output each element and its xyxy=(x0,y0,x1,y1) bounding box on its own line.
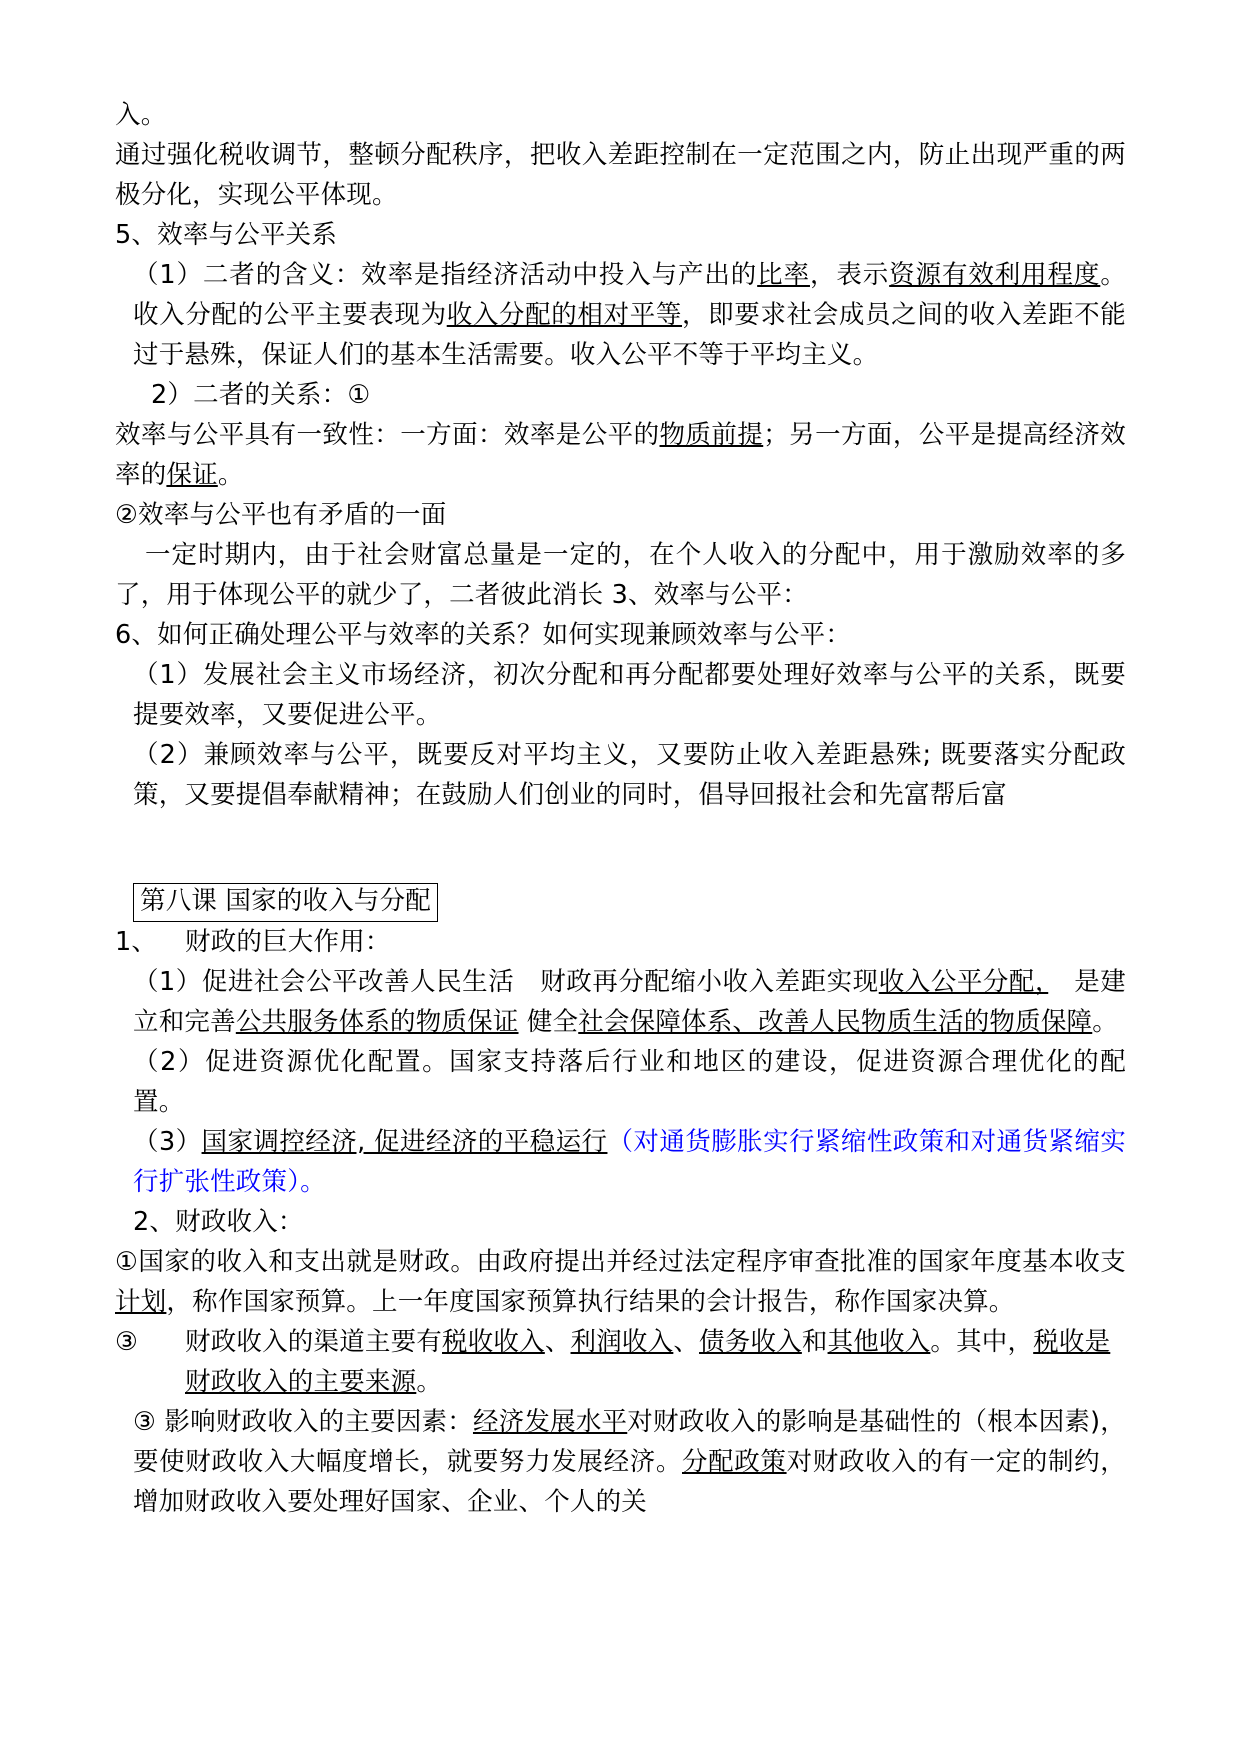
underlined-debt-revenue: 债务收入 xyxy=(699,1327,802,1357)
paragraph-2-1-budget xyxy=(115,1242,1126,1322)
text-run: ③ 影响财政收入的主要因素： xyxy=(133,1407,473,1437)
paragraph-5-2-item2-body: 一定时期内，由于社会财富总量是一定的，在个人收入的分配中，用于激励效率的多了，用于体现公平的就少了，二者彼此消长 3、效率与公平： xyxy=(115,540,1126,610)
list-item-1-title: 财政的巨大作用： xyxy=(185,927,391,957)
text-run: 健全 xyxy=(518,1007,579,1037)
underlined-tax-main-source: 税收是财政收入的主要来源 xyxy=(185,1327,1111,1397)
underlined-public-service-guarantee: 公共服务体系的物质保证 xyxy=(235,1007,519,1037)
blue-annotation-policy: （对通货膨胀实行紧缩性政策和对通货紧缩实行扩张性政策）。 xyxy=(133,1127,1126,1197)
text-run: （1）二者的含义：效率是指经济活动中投入与产出的 xyxy=(133,260,758,290)
lesson-8-title: 第八课 国家的收入与分配 xyxy=(133,883,438,922)
text-run: 和 xyxy=(801,1327,828,1357)
paragraph-6-2: （2）兼顾效率与公平，既要反对平均主义，又要防止收入差距悬殊; 既要落实分配政策，又要提倡奉献精神；在鼓励人们创业的同时，倡导回报社会和先富帮后富 xyxy=(133,740,1126,810)
boxed-heading-wrapper xyxy=(115,881,1126,922)
text-run: 对财政收入的有一定的制约，增加财政收入要处理好国家、企业、个人的关 xyxy=(133,1447,1126,1517)
text-run: ，表示 xyxy=(809,260,890,290)
paragraph-6-1: （1）发展社会主义市场经济，初次分配和再分配都要处理好效率与公平的关系，既要提要效率，又要促进公平。 xyxy=(133,660,1126,730)
paragraph-tax-adjustment: 通过强化税收调节，整顿分配秩序，把收入差距控制在一定范围之内，防止出现严重的两极分化，实现公平体现。 xyxy=(115,140,1126,210)
text-run: 、 xyxy=(673,1327,700,1357)
list-marker-1: 1、 xyxy=(115,927,158,957)
underlined-resource-efficiency: 资源有效利用程度 xyxy=(889,260,1101,290)
paragraph-5-1-meaning xyxy=(115,255,1126,375)
underlined-distribution-policy: 分配政策 xyxy=(682,1447,787,1477)
text-run: 。 xyxy=(217,460,244,490)
list-item-1 xyxy=(115,922,1126,962)
underlined-plan: 计划 xyxy=(115,1287,167,1317)
paragraph-1-1-social-fairness xyxy=(115,962,1126,1042)
document-body xyxy=(115,95,1126,1522)
underlined-income-fair-distribution: 收入公平分配， xyxy=(878,967,1049,997)
underlined-social-security-system: 社会保障体系、改善人民物质生活的物质保障 xyxy=(578,1007,1093,1037)
text-run: 对财政收入的影响是基础性的（根本因素)，要使财政收入大幅度增长，就要努力发展经济。 xyxy=(133,1407,1126,1477)
text-run: ，即要求社会成员之间的收入差距不能过于悬殊，保证人们的基本生活需要。收入公平不等于平均主义。 xyxy=(133,300,1126,370)
underlined-profit-revenue: 利润收入 xyxy=(570,1327,674,1357)
text-run: 是建立和完善 xyxy=(133,967,1127,1037)
text-run: ，称作国家预算。上一年度国家预算执行结果的会计报告，称作国家决算。 xyxy=(166,1287,1015,1317)
text-run: 。收入分配的公平主要表现为 xyxy=(133,260,1127,330)
paragraph-5-2-consistency xyxy=(115,415,1126,495)
underlined-state-regulation: 国家调控经济, 促进经济的平稳运行 xyxy=(201,1127,608,1157)
paragraph-1-2-resource-allocation: （2）促进资源优化配置。国家支持落后行业和地区的建设，促进资源合理优化的配置。 xyxy=(133,1047,1126,1117)
text-run: 。 xyxy=(416,1367,443,1397)
text-run: 效率与公平具有一致性：一方面：效率是公平的 xyxy=(115,420,660,450)
underlined-ratio: 比率 xyxy=(757,260,810,290)
text-run: ①国家的收入和支出就是财政。由政府提出并经过法定程序审查批准的国家年度基本收支 xyxy=(115,1247,1126,1277)
heading-6-handle-relationship: 6、如何正确处理公平与效率的关系？如何实现兼顾效率与公平： xyxy=(115,620,852,650)
heading-2-fiscal-revenue: 2、财政收入： xyxy=(133,1207,304,1237)
paragraph-1-3-macro-control xyxy=(115,1122,1126,1202)
paragraph-5-2-heading: 2）二者的关系：① xyxy=(151,380,371,410)
underlined-guarantee: 保证 xyxy=(166,460,218,490)
underlined-tax-revenue: 税收收入 xyxy=(442,1327,545,1357)
underlined-economic-development-level: 经济发展水平 xyxy=(472,1407,628,1437)
underlined-material-premise: 物质前提 xyxy=(659,420,764,450)
underlined-other-revenue: 其他收入 xyxy=(827,1327,931,1357)
paragraph-5-2-item2-title: ②效率与公平也有矛盾的一面 xyxy=(115,500,447,530)
underlined-relative-equality: 收入分配的相对平等 xyxy=(446,300,683,330)
text-line-continuation: 入。 xyxy=(115,100,167,130)
text-run: ；另一方面，公平是提高经济效率的 xyxy=(115,420,1126,490)
list-item-3-body xyxy=(185,1322,1126,1402)
heading-5-efficiency-fairness: 5、效率与公平关系 xyxy=(115,220,338,250)
paragraph-3-influencing-factors xyxy=(115,1402,1126,1522)
text-run: 。 xyxy=(1092,1007,1118,1037)
text-run: 财政收入的渠道主要有 xyxy=(185,1327,443,1357)
list-item-3 xyxy=(115,1322,1126,1402)
text-run: 、 xyxy=(544,1327,571,1357)
text-run: （1）促进社会公平改善人民生活 财政再分配缩小收入差距实现 xyxy=(133,967,879,997)
text-run: 。其中， xyxy=(930,1327,1034,1357)
text-run: （3） xyxy=(133,1127,202,1157)
section-spacer xyxy=(115,815,1126,873)
list-marker-3: ③ xyxy=(115,1327,139,1357)
